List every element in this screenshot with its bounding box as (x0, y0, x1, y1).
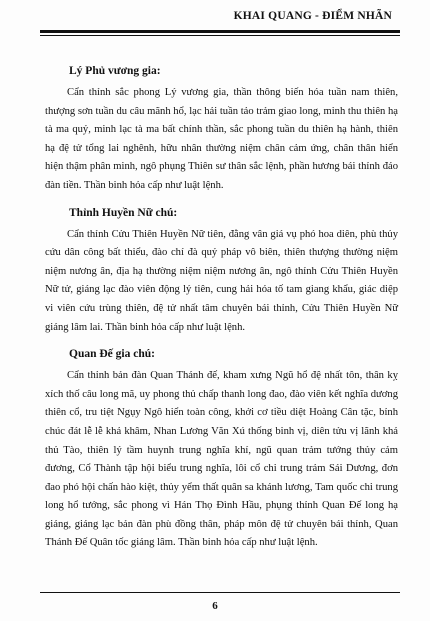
section-title: Lý Phủ vương gia: (69, 65, 161, 77)
section-title: Quan Đế gia chú: (69, 348, 155, 361)
section-ly-phu-vuong-gia (45, 64, 398, 196)
page-number: 6 (212, 600, 218, 612)
running-header: KHAI QUANG - ĐIỂM NHÃN (233, 10, 392, 22)
footer-rule (40, 592, 400, 593)
header-rule-thin (40, 35, 400, 36)
section-title: Thỉnh Huyền Nữ chú: (69, 206, 178, 219)
section-body: Cẩn thỉnh sắc phong Lý vương gia, thần thông biến hóa tuần nam thiên, thượng sơn tuần du câu mãnh hổ, lạc hải tuần tảo trảm giao long, minh thu thiên hạ tà ma quỷ, minh lạc tà ma bất chính thần, sắc phong tuần du thiên hạ hành, thiên hạ đệ tử tổng lai nghênh, hữu nhân thường niệm chân cảm ứng, chân thân hiển hiện thậm phân minh, ngô phụng Thiên sư thân sắc lệnh, phần hương bái thỉnh đáo đàn tiền. Thần binh hỏa cấp như luật lệnh. (45, 87, 398, 191)
section-quan-de-gia-chu (45, 347, 398, 553)
section-body: Cẩn thỉnh Cửu Thiên Huyền Nữ tiên, đằng vân giá vụ phó hoa diên, phù thủy cứu dân công bất thiểu, đào chí đà quỷ pháp vô biên, thiên thượng thường niệm niệm nương ân, địa hạ thường niệm niệm nương ân, ngô thỉnh Cửu Thiên Huyền Nữ tử, giáng lạc đào viên động lý tiên, cung hải hóa tố tam giang khẩu, giác diệp vi viên cứu trùng thiên, đệ tử nhất tâm chuyên bái thỉnh, Cửu Thiên Huyền Nữ giáng lâm lai. Thần binh hỏa cấp như luật lệnh. (45, 228, 398, 333)
page-content (45, 64, 398, 553)
section-thinh-huyen-nu-chu (45, 206, 398, 338)
section-body: Cẩn thỉnh bản đàn Quan Thánh đế, kham xưng Ngũ hổ đệ nhất tôn, thân kỵ xích thố câu long mã, uy phong thủ chấp thanh long đao, đào viên kết nghĩa dương thiên cổ, tru tiệt Ngụy Ngô hiển toàn công, khởi cơ tiều diệt Hoàng Cân tặc, bỉnh chúc đát lễ lễ khả khâm, Nhan Lương Văn Xú thống binh vị, diên tửu vị lãnh khả thủ Tào, thiên lý tầm huynh trung nghĩa khí, ngũ quan trảm tướng thủy cảm đương, Cổ Thành tập hội biểu trung nghĩa, lôi cổ chi trung trảm Sái Dương, đơn đao phó hội chấn hào kiệt, thủy yểm thất quân sa khánh lương, Tam quốc chi trung long hổ tướng, sắc phong vì Hán Thọ Đình Hầu, phụng thỉnh Quan Đế long hạ giáng, giáng lạc bản đàn phù đồng thân, pháp môn đệ tử chuyên bái thỉnh, Quan Thánh Đế Quân tốc giáng lâm. Thần binh hỏa cấp như luật lệnh. (45, 370, 398, 549)
header-rule-thick (40, 30, 400, 33)
